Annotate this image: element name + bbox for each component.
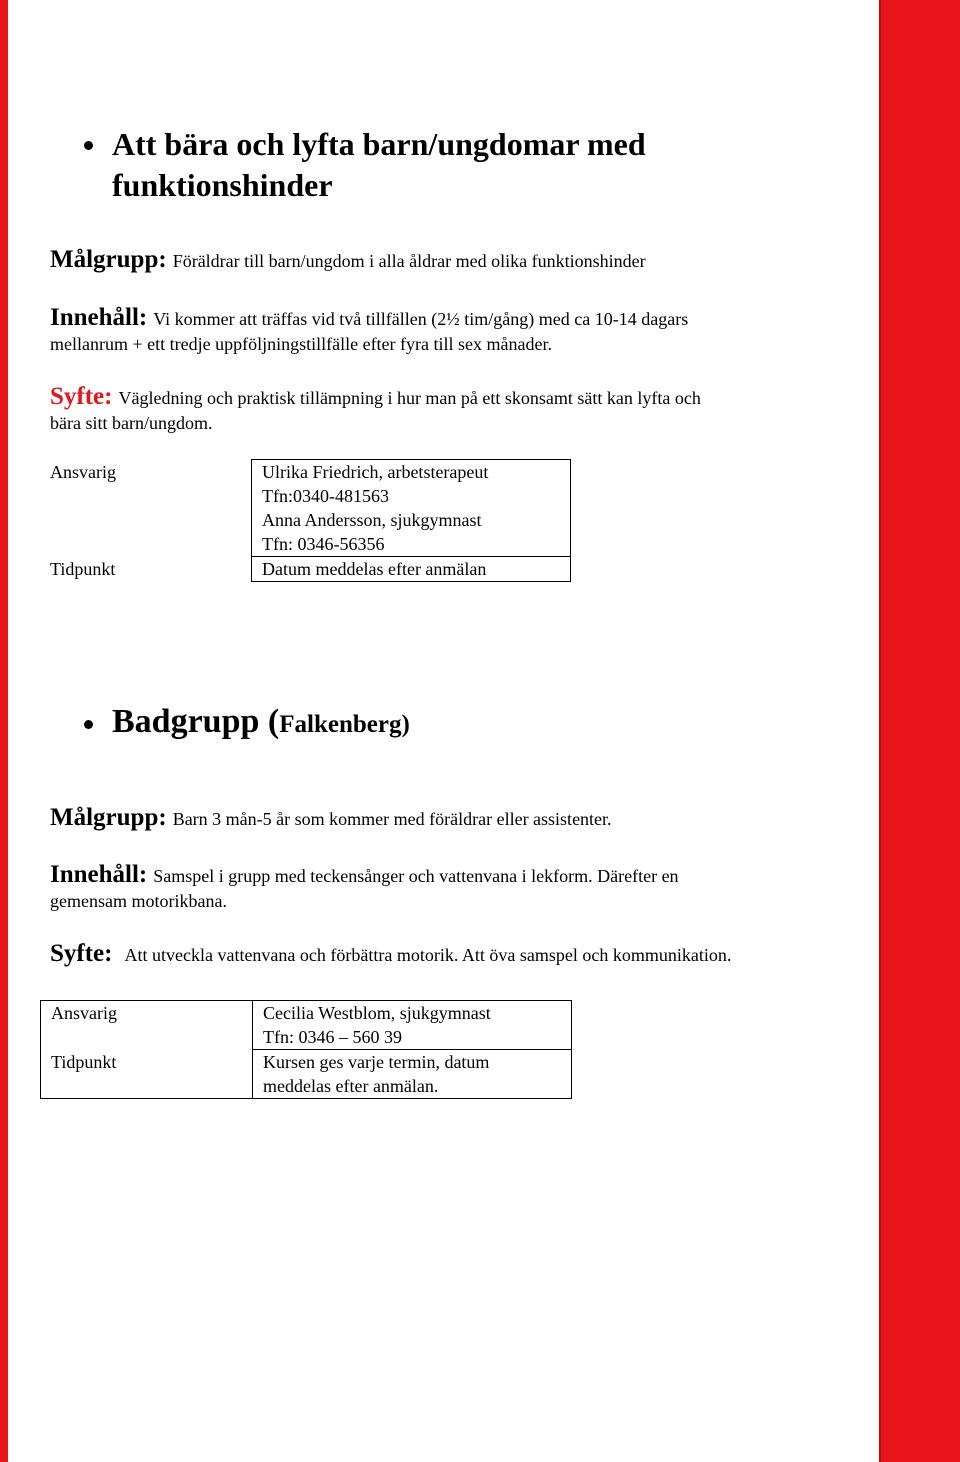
ansvarig-label: Ansvarig [51, 1003, 117, 1023]
section2-heading-location: Falkenberg [279, 711, 402, 738]
malgrupp-text: Föräldrar till barn/ungdom i alla åldrar med olika funktionshinder [172, 251, 646, 271]
table-row [41, 1050, 572, 1099]
table-row [40, 557, 571, 582]
tidpunkt-label: Tidpunkt [51, 1051, 117, 1072]
section1-heading [112, 124, 646, 206]
section2-syfte [50, 941, 731, 968]
ansvarig-line: Tfn:0340-481563 [262, 486, 389, 506]
ansvarig-line: Ulrika Friedrich, arbetsterapeut [262, 462, 489, 482]
section2-heading-end: ) [401, 711, 410, 738]
malgrupp-label: Målgrupp: [50, 246, 167, 273]
syfte-label: Syfte: [50, 940, 113, 967]
tidpunkt-line: meddelas efter anmälan. [263, 1076, 439, 1096]
malgrupp-label: Målgrupp: [50, 804, 167, 831]
section2-heading [112, 701, 410, 745]
innehall-line2: gemensam motorikbana. [50, 891, 227, 911]
table-row [40, 460, 571, 557]
syfte-text: Att utveckla vattenvana och förbättra motorik. Att öva samspel och kommunikation. [124, 945, 732, 965]
ansvarig-line: Tfn: 0346-56356 [262, 534, 385, 554]
bullet-icon [84, 141, 93, 150]
innehall-label: Innehåll: [50, 861, 148, 888]
section1-innehall [50, 305, 688, 357]
table-row [41, 1001, 572, 1050]
ansvarig-label: Ansvarig [50, 461, 116, 482]
tidpunkt-line: Kursen ges varje termin, datum [263, 1052, 490, 1072]
innehall-line1: Samspel i grupp med teckensånger och vattenvana i lekform. Därefter en [153, 866, 679, 886]
ansvarig-line: Anna Andersson, sjukgymnast [262, 510, 482, 530]
ansvarig-line: Cecilia Westblom, sjukgymnast [263, 1003, 491, 1023]
section1-info-table [40, 459, 571, 582]
tidpunkt-value [253, 1050, 572, 1099]
section2-innehall [50, 862, 679, 914]
section1-heading-line1: Att bära och lyfta barn/ungdomar med [112, 126, 646, 162]
tidpunkt-line: Datum meddelas efter anmälan [262, 559, 487, 579]
section2-malgrupp [50, 805, 612, 832]
syfte-label: Syfte: [50, 383, 113, 410]
right-red-border [879, 0, 960, 1462]
section2-heading-main: Badgrupp ( [112, 703, 280, 740]
right-border-edge [879, 0, 881, 1462]
section1-heading-line2: funktionshinder [112, 167, 333, 203]
malgrupp-text: Barn 3 mån-5 år som kommer med föräldrar eller assistenter. [172, 809, 612, 829]
syfte-line1: Vägledning och praktisk tillämpning i hur man på ett skonsamt sätt kan lyfta och [118, 388, 701, 408]
section1-malgrupp [50, 247, 646, 274]
innehall-line1: Vi kommer att träffas vid två tillfällen (2½ tim/gång) med ca 10-14 dagars [153, 309, 689, 329]
innehall-label: Innehåll: [50, 304, 148, 331]
section1-syfte [50, 384, 701, 436]
tidpunkt-value [252, 557, 571, 582]
innehall-line2: mellanrum + ett tredje uppföljningstillfälle efter fyra till sex månader. [50, 334, 552, 354]
ansvarig-value [252, 460, 571, 557]
ansvarig-line: Tfn: 0346 – 560 39 [263, 1027, 402, 1047]
syfte-line2: bära sitt barn/ungdom. [50, 413, 213, 433]
ansvarig-value [253, 1001, 572, 1050]
section2-info-table [40, 1000, 572, 1099]
tidpunkt-label: Tidpunkt [50, 558, 116, 579]
bullet-icon [84, 720, 93, 729]
